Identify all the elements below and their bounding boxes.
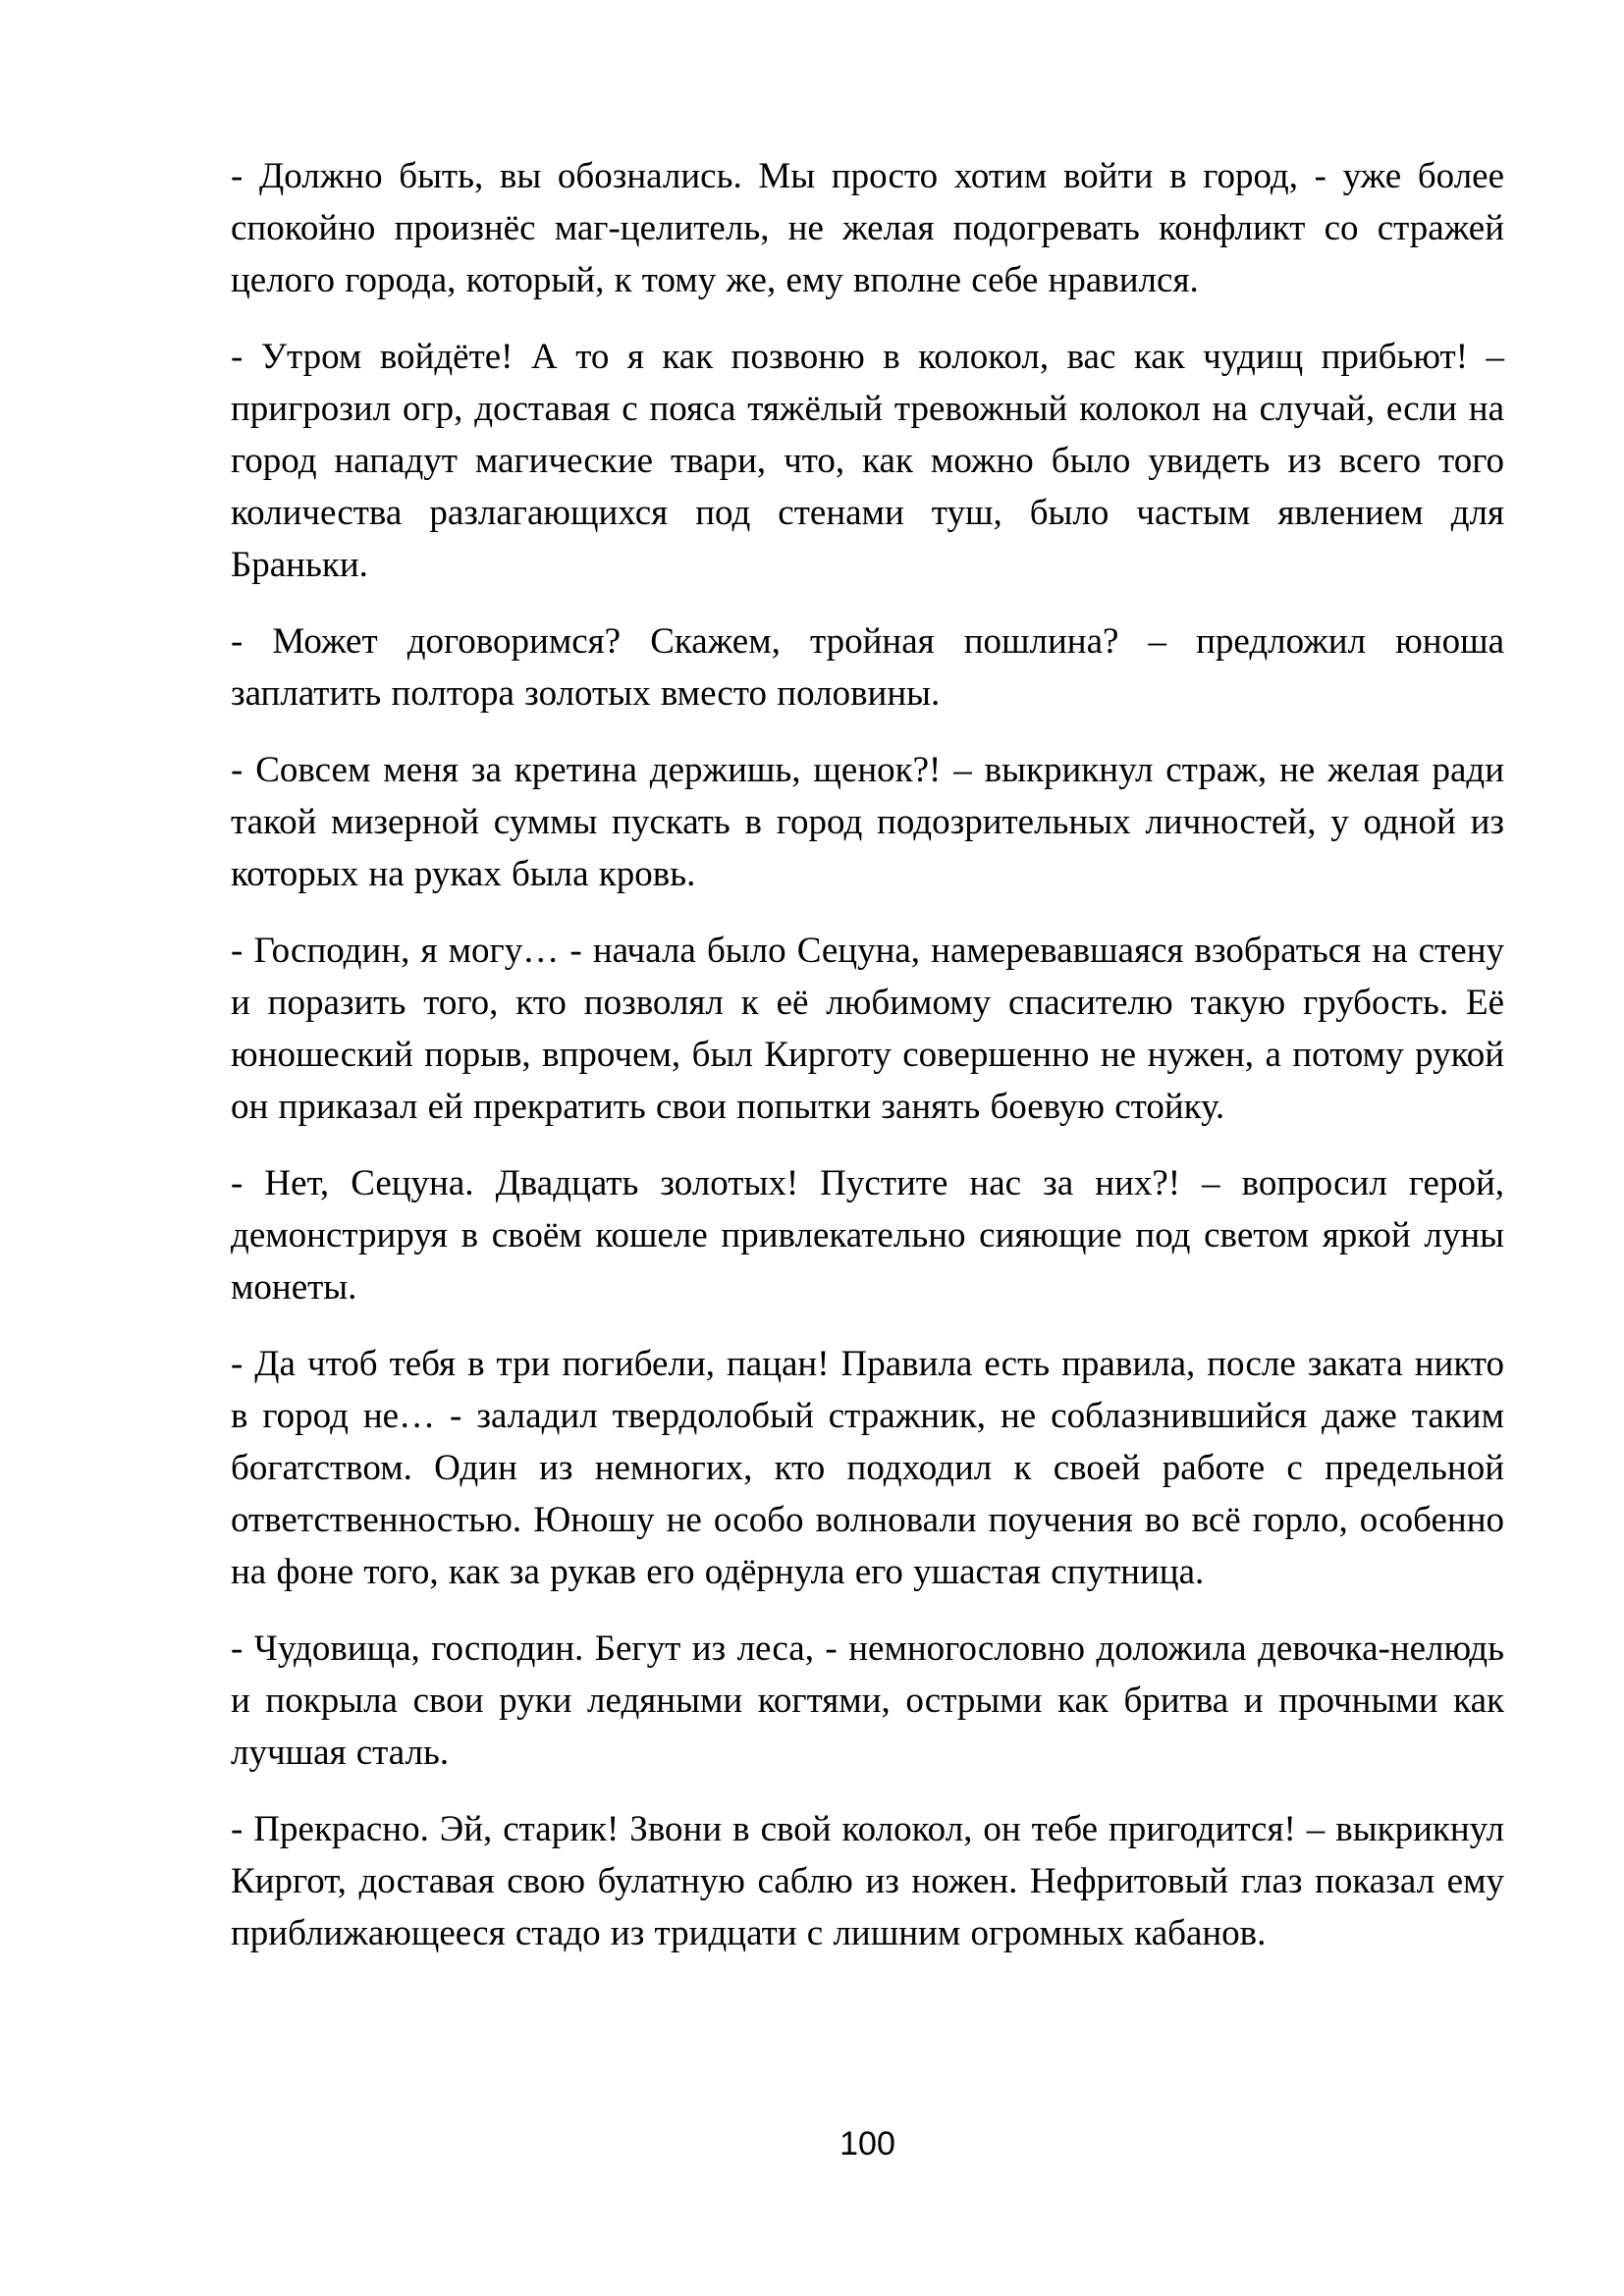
paragraph: - Совсем меня за кретина держишь, щенок?! – выкрикнул страж, не желая ради такой мизерной суммы пускать в город подозрительных личностей, у одной из которых на руках была кровь.: [231, 750, 1504, 894]
text-block: [231, 150, 1504, 1984]
paragraph: - Господин, я могу… - начала было Сецуна, намеревавшаяся взобраться на стену и поразить того, кто позволял к её любимому спасителю такую грубость. Её юношеский порыв, впрочем, был Кирготу совершенно не нужен, а потому рукой он приказал ей прекратить свои попытки занять боевую стойку.: [231, 931, 1504, 1127]
paragraph: - Утром войдёте! А то я как позвоню в колокол, вас как чудищ прибьют! – пригрозил огр, доставая с пояса тяжёлый тревожный колокол на случай, если на город нападут магические твари, что, как можно было увидеть из всего того количества разлагающихся под стенами туш, было частым явлением для Браньки.: [231, 337, 1504, 585]
paragraph: - Должно быть, вы обознались. Мы просто хотим войти в город, - уже более спокойно произнёс маг-целитель, не желая подогревать конфликт со стражей целого города, который, к тому же, ему вполне себе нравился.: [231, 156, 1504, 300]
paragraph: - Может договоримся? Скажем, тройная пошлина? – предложил юноша заплатить полтора золотых вместо половины.: [231, 621, 1504, 714]
paragraph: - Прекрасно. Эй, старик! Звони в свой колокол, он тебе пригодится! – выкрикнул Киргот, доставая свою булатную саблю из ножен. Нефритовый глаз показал ему приближающееся стадо из тридцати с лишним огромных кабанов.: [231, 1809, 1504, 1953]
paragraph: - Да чтоб тебя в три погибели, пацан! Правила есть правила, после заката никто в город не… - заладил твердолобый стражник, не соблазнившийся даже таким богатством. Один из немногих, кто подходил к своей работе с предельной ответственностью. Юношу не особо волновали поучения во всё горло, особенно на фоне того, как за рукав его одёрнула его ушастая спутница.: [231, 1344, 1504, 1592]
paragraph: - Нет, Сецуна. Двадцать золотых! Пустите нас за них?! – вопросил герой, демонстрируя в своём кошеле привлекательно сияющие под светом яркой луны монеты.: [231, 1163, 1504, 1308]
paragraph: - Чудовища, господин. Бегут из леса, - немногословно доложила девочка-нелюдь и покрыла свои руки ледяными когтями, острыми как бритва и прочными как лучшая сталь.: [231, 1629, 1504, 1773]
page-number: 100: [839, 2125, 895, 2163]
